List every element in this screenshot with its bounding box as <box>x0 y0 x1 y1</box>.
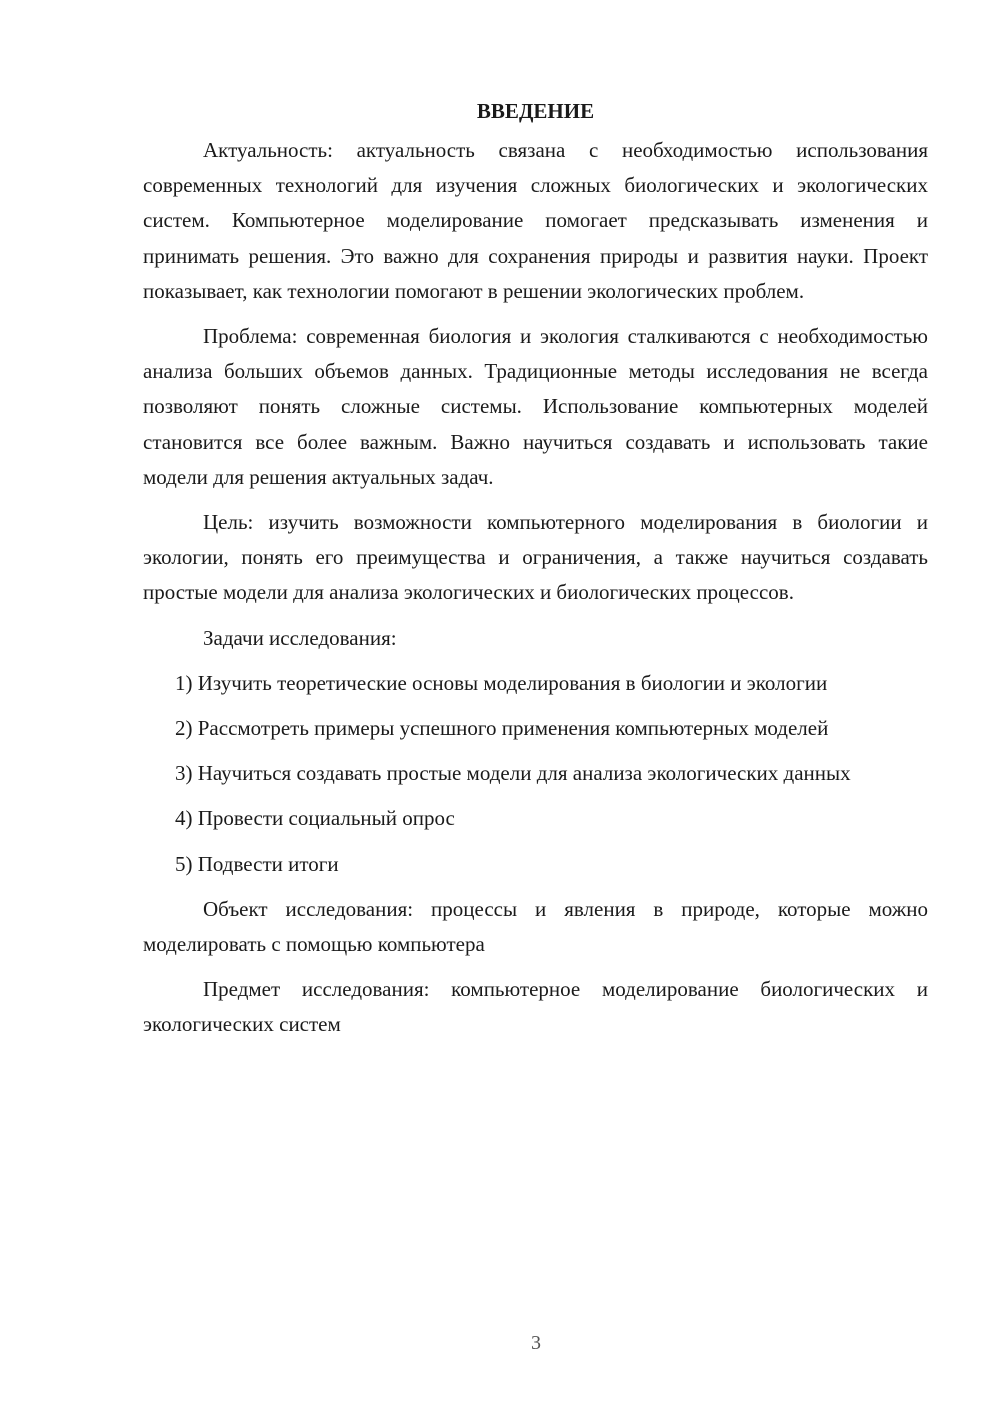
section-heading: ВВЕДЕНИЕ <box>476 99 595 123</box>
task-item-3: 3) Научиться создавать простые модели для анализа экологических данных <box>175 761 851 786</box>
goal-paragraph: Цель: изучить возможности компьютерного моделирования в биологии и экологии, понять его преимущества и ограничения, а также научиться создавать простые модели для анализа экологических и биологических процессов. <box>143 510 928 605</box>
task-item-4: 4) Провести социальный опрос <box>175 806 455 831</box>
task-item-5: 5) Подвести итоги <box>175 851 339 876</box>
tasks-label: Задачи исследования: <box>203 625 397 650</box>
subject-paragraph: Предмет исследования: компьютерное моделирование биологических и экологических систем <box>143 977 928 1037</box>
task-item-2: 2) Рассмотреть примеры успешного применения компьютерных моделей <box>175 716 829 741</box>
document-page <box>143 94 928 1053</box>
problem-paragraph: Проблема: современная биология и экология сталкиваются с необходимостью анализа больших объемов данных. Традиционные методы исследования не всегда позволяют понять сложные системы. Использование компьютерных моделей становится все более важным. Важно научиться создавать и использовать такие модели для решения актуальных задач. <box>143 324 928 489</box>
object-paragraph: Объект исследования: процессы и явления в природе, которые можно моделировать с помощью компьютера <box>143 896 928 957</box>
task-item-1: 1) Изучить теоретические основы моделирования в биологии и экологии <box>175 670 828 695</box>
page-number: 3 <box>531 1332 541 1354</box>
relevance-paragraph: Актуальность: актуальность связана с необходимостью использования современных технологий для изучения сложных биологических и экологических систем. Компьютерное моделирование помогает предсказывать изменения и принимать решения. Это важно для сохранения природы и развития науки. Проект показывает, как технологии помогают в решении экологических проблем. <box>143 138 928 303</box>
